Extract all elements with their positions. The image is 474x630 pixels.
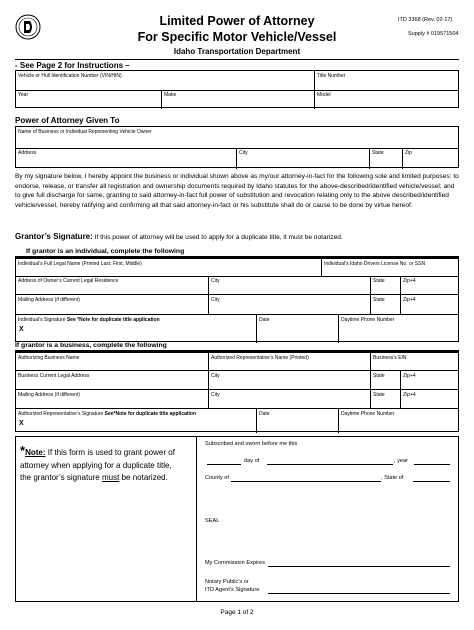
individual-residence-field[interactable]: Address of Owner’s Current Legal Residence: [18, 278, 119, 284]
business-zip-field[interactable]: Zip+4: [403, 373, 416, 379]
notary-month-line[interactable]: [267, 464, 393, 465]
notary-year-line[interactable]: [414, 464, 450, 465]
poa-address-field[interactable]: Address: [18, 150, 37, 156]
business-address-field[interactable]: Business Current Legal Address: [18, 373, 90, 379]
notary-subscribed: Subscribed and sworn before me this: [205, 441, 298, 447]
business-mailing-field[interactable]: Mailing Address (if different): [18, 392, 80, 398]
vin-field[interactable]: Vehicle or Hull Identification Number (VIN/HIN): [18, 73, 122, 79]
individual-heading: If grantor is an individual, complete the following: [26, 248, 185, 255]
individual-mailing-city-field[interactable]: City: [211, 297, 220, 303]
individual-phone-field[interactable]: Daytime Phone Number: [341, 317, 395, 323]
individual-name-field[interactable]: Individual’s Full Legal Name (Printed Last, First, Middle): [18, 261, 142, 267]
notary-state-label: , State of: [381, 475, 404, 481]
individual-signature-note: See *Note for duplicate title application: [66, 317, 160, 323]
individual-mailing-zip-field[interactable]: Zip+4: [403, 297, 416, 303]
note-line2: attorney when applying for a duplicate title,: [20, 460, 172, 470]
business-rep-name-field[interactable]: Authorized Representative’s Name (Printed): [211, 355, 309, 361]
model-field[interactable]: Model: [317, 92, 331, 98]
business-mailing-state-field[interactable]: State: [373, 392, 385, 398]
supply-number: Supply # 019571504: [408, 31, 459, 37]
business-x-mark: X: [19, 420, 24, 427]
grantor-notarize-note: If this power of attorney will be used to apply for a duplicate title, it must be notarized.: [94, 234, 343, 241]
form-number: ITD 3368 (Rev. 02-17): [398, 17, 453, 23]
individual-date-field[interactable]: Date: [259, 317, 270, 323]
poa-city-field[interactable]: City: [239, 150, 248, 156]
business-mailing-zip-field[interactable]: Zip+4: [403, 392, 416, 398]
notary-commission-line[interactable]: [268, 566, 450, 567]
individual-license-field[interactable]: Individual’s Idaho Drivers License No. or SSN: [324, 261, 426, 267]
title-number-field[interactable]: Title Number: [317, 73, 346, 79]
business-signature-label: Authorized Representative’s Signature: [18, 411, 104, 417]
authorization-statement: By my signature below, I hereby appoint the business or individual shown above as my/our attorney-in-fact for the following sole and limited purposes: to endorse, release, or transfer all registration and ownership documents required by Idaho statutes for the above-described/identified vehicle/vessel; and to give full discharge for same, granting to said attorney-in-fact full power of substitution and revocation relating only to the above described/identified vehicle/vessel, hereby ratifying and confirming all that said attorney-in-fact or his substitute shall do or cause to be done by virtue hereof.: [15, 173, 459, 209]
notary-day-line[interactable]: [207, 464, 241, 465]
poa-name-field[interactable]: Name of Business or Individual Representing Vehicle Owner: [18, 129, 152, 135]
note-must: must: [102, 473, 120, 482]
individual-table: [15, 258, 459, 342]
make-field[interactable]: Make: [164, 92, 177, 98]
year-field[interactable]: Year: [18, 92, 29, 98]
individual-mailing-field[interactable]: Mailing Address (if different): [18, 297, 80, 303]
notary-seal: SEAL: [205, 518, 220, 524]
business-name-field[interactable]: Authorizing Business Name: [18, 355, 80, 361]
notary-commission-label: My Commission Expires: [205, 560, 265, 566]
business-signature-field[interactable]: [18, 411, 196, 417]
note-line3-pre: the grantor’s signature: [20, 473, 100, 482]
poa-state-field[interactable]: State: [372, 150, 384, 156]
individual-city-field[interactable]: City: [211, 278, 220, 284]
business-mailing-city-field[interactable]: City: [211, 392, 220, 398]
individual-zip-field[interactable]: Zip+4: [403, 278, 416, 284]
grantor-heading-label: Grantor’s Signature:: [15, 232, 93, 241]
individual-signature-label: Individual’s Signature: [18, 317, 66, 323]
form-title: Limited Power of Attorney: [159, 14, 315, 28]
see-page-instructions: - See Page 2 for Instructions –: [15, 61, 130, 70]
page-number: Page 1 of 2: [220, 609, 254, 616]
header-divider: [15, 59, 459, 60]
individual-state-field[interactable]: State: [373, 278, 385, 284]
note-box: [20, 445, 194, 485]
business-city-field[interactable]: City: [211, 373, 220, 379]
individual-x-mark: X: [19, 326, 24, 333]
business-table: [15, 352, 459, 432]
note-line3-post: be notarized.: [121, 473, 168, 482]
poa-zip-field[interactable]: Zip: [405, 150, 412, 156]
note-label: Note:: [25, 448, 46, 457]
notary-state-line[interactable]: [413, 481, 450, 482]
vehicle-info-table: [15, 70, 459, 108]
individual-signature-field[interactable]: [18, 317, 160, 323]
note-line1: If this form is used to grant power of: [47, 448, 175, 457]
notary-county-label: County of: [205, 475, 229, 481]
business-date-field[interactable]: Date: [259, 411, 270, 417]
notary-county-line[interactable]: [231, 481, 381, 482]
business-ein-field[interactable]: Business’s EIN: [373, 355, 407, 361]
grantor-signature-heading: [15, 232, 459, 241]
notary-signature-label: [205, 578, 259, 594]
note-star: *: [20, 443, 26, 458]
notary-signature-line1: Notary Public’s or: [205, 579, 249, 585]
business-state-field[interactable]: State: [373, 373, 385, 379]
business-phone-field[interactable]: Daytime Phone Number: [341, 411, 395, 417]
poa-table: [15, 126, 459, 168]
individual-mailing-state-field[interactable]: State: [373, 297, 385, 303]
business-signature-note: See*Note for duplicate title application: [104, 411, 197, 417]
notary-year-label: , year: [394, 458, 408, 464]
department-name: Idaho Transportation Department: [173, 47, 301, 56]
notary-day-of: day of: [244, 458, 260, 464]
business-heading: If grantor is a business, complete the following: [15, 342, 167, 349]
notary-signature-line2: ITD Agent’s Signature: [205, 587, 260, 593]
form-subtitle: For Specific Motor Vehicle/Vessel: [137, 30, 337, 44]
notary-signature-line[interactable]: [268, 593, 450, 594]
poa-heading: Power of Attorney Given To: [15, 116, 120, 125]
